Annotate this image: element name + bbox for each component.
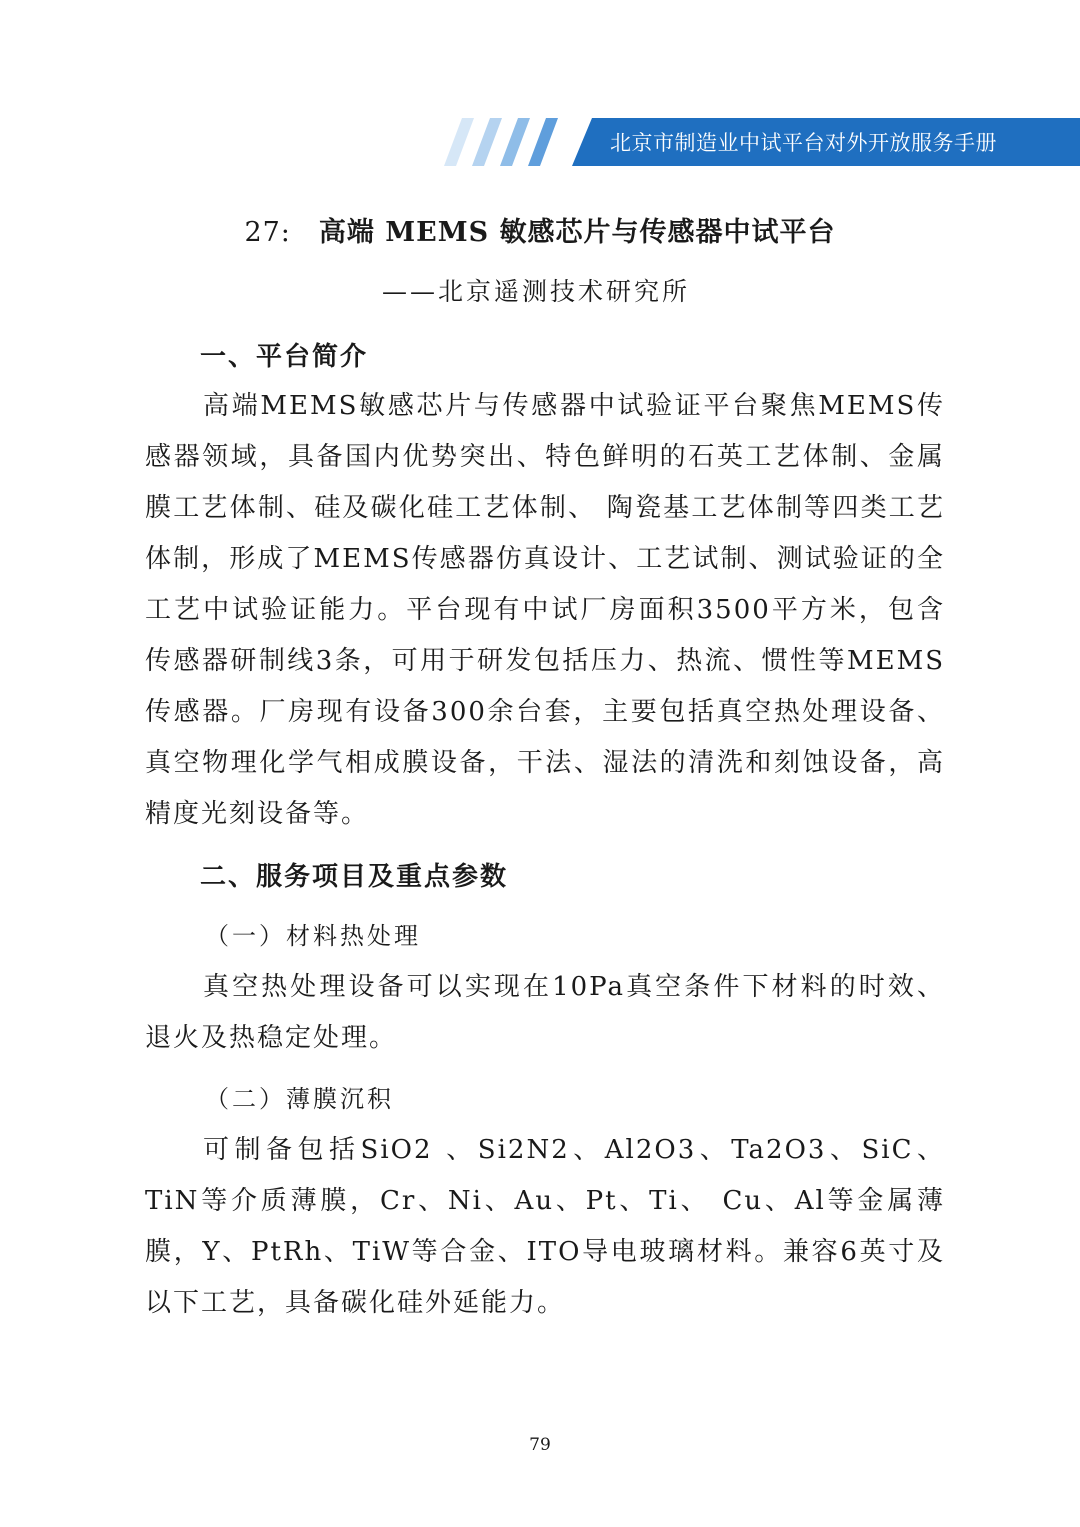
header-stripes-decoration	[440, 118, 590, 166]
header-band	[0, 118, 1080, 166]
document-title	[0, 210, 1080, 249]
document-title-text: 高端 MEMS 敏感芯片与传感器中试平台	[318, 217, 836, 248]
document-subtitle: ——北京遥测技术研究所	[382, 277, 691, 306]
document-number: 27:	[244, 217, 291, 248]
thin-film-paragraph: 可制备包括SiO2 、Si2N2、Al2O3、Ta2O3、SiC、TiN等介质薄膜，Cr、Ni、Au、Pt、Ti、 Cu、Al等金属薄膜，Y、PtRh、TiW等合金、ITO导电玻璃材料。兼容6英寸及以下工艺，具备碳化硅外延能力。	[145, 1135, 945, 1318]
heat-treatment-paragraph: 真空热处理设备可以实现在10Pa真空条件下材料的时效、退火及热稳定处理。	[145, 972, 945, 1053]
section-heading-intro: 一、平台简介	[200, 342, 369, 372]
header-title: 北京市制造业中试平台对外开放服务手册	[610, 131, 997, 155]
intro-paragraph: 高端MEMS敏感芯片与传感器中试验证平台聚焦MEMS传感器领域，具备国内优势突出、特色鲜明的石英工艺体制、金属膜工艺体制、硅及碳化硅工艺体制、 陶瓷基工艺体制等四类工艺体制，形成了MEMS传感器仿真设计、工艺试制、测试验证的全工艺中试验证能力。平台现有中试厂房面积3500平方米，包含传感器研制线3条，可用于研发包括压力、热流、惯性等MEMS传感器。厂房现有设备300余台套，主要包括真空热处理设备、真空物理化学气相成膜设备，干法、湿法的清洗和刻蚀设备，高精度光刻设备等。	[145, 391, 945, 829]
subsection-heading-heat-treatment: （一）材料热处理	[205, 922, 421, 950]
page-number: 79	[529, 1435, 551, 1455]
subsection-heading-thin-film: （二）薄膜沉积	[205, 1085, 394, 1113]
section-heading-services: 二、服务项目及重点参数	[200, 862, 509, 892]
